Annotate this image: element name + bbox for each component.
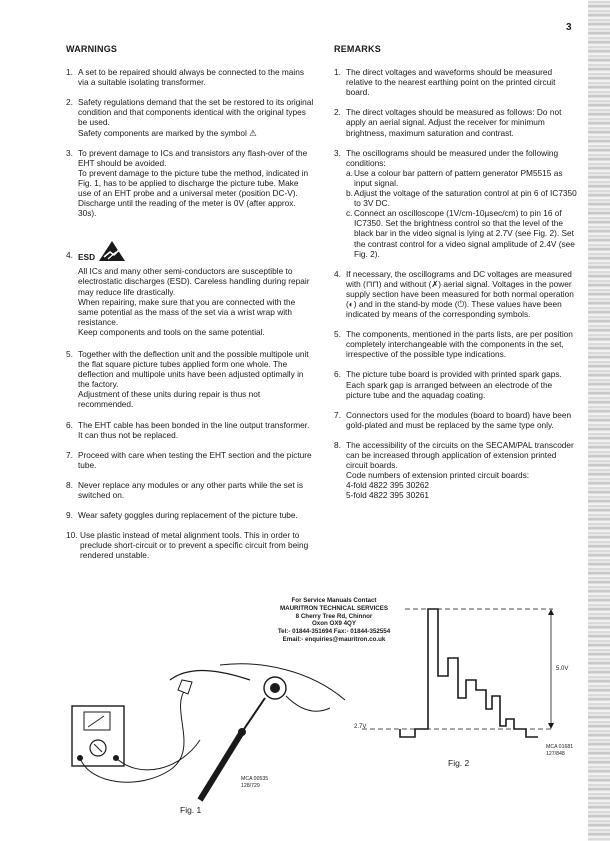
warning-item-10: 10. Use plastic instead of metal alignment tools. This in order to preclude short-circuit or to prevent a specific circuit from being rendered unstable. (66, 530, 309, 561)
meter-icon (72, 706, 124, 766)
warnings-column (66, 44, 314, 570)
remarks-heading: REMARKS (334, 44, 381, 54)
esd-warning-icon (98, 240, 126, 262)
code-4-fold: 4-fold 4822 395 30262 (346, 480, 430, 491)
remark-item-1: 1. The direct voltages and waveforms should be measured relative to the nearest earthing point on the printed circuit board. (334, 67, 556, 98)
warning-item-8: 8. Never replace any modules or any other parts while the set is switched on. (66, 479, 304, 500)
warning-item-2: 2. Safety regulations demand that the set be restored to its original condition and that components identical with the original types be used. Safety components are marked by the symbol ⚠ (66, 97, 314, 138)
remark-item-8: 8. The accessibility of the circuits on the SECAM/PAL transcoder can be increased through application of extension printed circuit boards. Code numbers of extension printed circuit boards: 4-fold 4822 395 30262 5-fold 4822 395 30261 (334, 440, 578, 501)
warning-item-5: 5. Together with the deflection unit and the possible multipole unit the flat square picture tubes applied form one whole. The deflection and multipole units have been adjusted optimally in the factory. Adjustment of these units during repair is thus not recommended. (66, 348, 309, 410)
fig1-code-2: 128/729 (241, 783, 260, 789)
warning-item-4-esd: 4. ESD All ICs and many other semi-conductors are susceptible to electrostatic discharges (ESD). Careless handling during repair may reduce life drastically. When repairing, make sure that you are connected with the same potential as the mass of the set via a wrist wrap with resistance. Keep components and tools on the same potential. (66, 236, 314, 337)
scan-edge (588, 0, 610, 841)
arrow-head-top (548, 609, 554, 615)
warnings-heading: WARNINGS (66, 44, 118, 54)
safety-symbol-text: Safety components are marked by the symbol ⚠ (78, 127, 257, 138)
esd-title: ESD (78, 252, 96, 263)
fig2-level-high: 5.0V (556, 666, 569, 672)
page-number: 3 (566, 22, 572, 33)
fig1-code-1: MCA 00535 (241, 776, 269, 782)
fig2-code-1: MCA 01681 (546, 744, 574, 750)
fig2-caption: Fig. 2 (448, 758, 470, 768)
fig2-oscillogram (340, 600, 570, 760)
remark-item-6: 6. The picture tube board is provided with printed spark gaps. Each spark gap is arranged between an electrode of the picture tube and the aquadag coating. (334, 369, 562, 400)
fig2-level-low: 2.7V (354, 724, 367, 730)
remark-item-2: 2. The direct voltages should be measured as follows: Do not apply an aerial signal. Adjust the receiver for minimum brightness, maximum saturation and contrast. (334, 107, 562, 138)
warning-item-3: 3. To prevent damage to ICs and transistors any flash-over of the EHT should be avoided. To prevent damage to the picture tube the method, indicated in Fig. 1, has to be applied to discharge the picture tube. Make use of an EHT probe and a universal meter (position DC-V). Discharge until the reading of the meter is 0V (after approx. 30s). (66, 147, 309, 219)
warning-item-9: 9. Wear safety goggles during replacement of the picture tube. (66, 510, 298, 521)
warning-item-6: 6. The EHT cable has been bonded in the line output transformer. It can thus not be replaced. (66, 419, 310, 440)
picture-tube-anode-icon (220, 664, 345, 711)
fig2-code-2: 127/848 (546, 751, 565, 757)
contact-block: For Service Manuals Contact MAURITRON TECHNICAL SERVICES 8 Cherry Tree Rd, Chinnor Oxon OX9 4QY Tel:- 01844-351694 Fax:- 01844-352554 Email:- enquiries@mauritron.co.uk (277, 597, 391, 643)
warning-item-1: 1. A set to be repaired should always be connected to the mains via a suitable isolating transformer. (66, 67, 305, 88)
remark-item-4: 4. If necessary, the oscillograms and DC voltages are measured with (⊓⊓) and without (✗) aerial signal. Voltages in the power supply section have been measured for both normal operation (◐) and in the stand-by mode (⏻). These values have been indicated by means of the corresponding symbols. (334, 268, 574, 320)
fig1-caption: Fig. 1 (180, 805, 202, 815)
fig1-discharge-illustration (60, 660, 350, 805)
video-waveform-line (400, 609, 538, 737)
remarks-column (334, 44, 578, 510)
remark-item-3: 3. The oscillograms should be measured under the following conditions: a. Use a colour bar pattern of pattern generator PM5515 as input signal. b. Adjust the voltage of the saturation control at pin 6 of IC7350 to 3V DC. c. Connect an oscilloscope (1V/cm-10µsec/cm) to pin 16 of IC7350. Set the brightness control so that the level of the black bar in the video signal is lying at 2.7V (see Fig. 2). Set the contrast control for a video signal amplitude of 2.4V (see Fig. 2). (334, 147, 577, 259)
remark-item-5: 5. The components, mentioned in the parts lists, are per position completely interchangeable with the components in the set, irrespective of the possible type indications. (334, 329, 573, 360)
code-5-fold: 5-fold 4822 395 30261 (346, 490, 430, 501)
warning-item-7: 7. Proceed with care when testing the EHT section and the picture tube. (66, 449, 312, 470)
remark-item-7: 7. Connectors used for the modules (board to board) have been gold-plated and must be replaced by the same type only. (334, 409, 572, 430)
arrow-head-bottom (548, 723, 554, 729)
